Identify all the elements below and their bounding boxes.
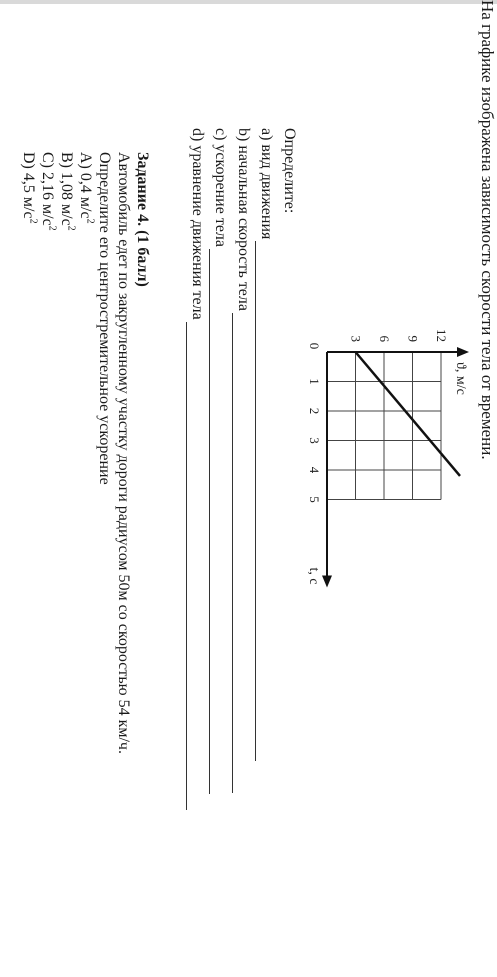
y-axis-arrow-icon — [457, 347, 469, 357]
define-item-b — [232, 128, 255, 810]
define-item-a — [255, 128, 278, 810]
answer-line-a[interactable] — [255, 241, 272, 761]
intro-text: На графике изображена зависимость скорости тела от времени. — [478, 0, 497, 460]
option-a-exponent: 2 — [84, 218, 96, 224]
option-c-exponent: 2 — [46, 225, 58, 231]
x-axis-arrow-icon — [322, 576, 332, 588]
x-tick-label: 4 — [307, 466, 322, 474]
y-axis-title: ϑ, м/с — [453, 362, 468, 395]
task-statement: Автомобиль едет по закругленному участку дороги радиусом 50м со скоростью 54 км/ч. — [115, 152, 132, 754]
define-item-label: а) вид движения — [258, 128, 275, 240]
define-item-label: c) ускорение тела — [212, 128, 229, 247]
answer-line-d[interactable] — [186, 322, 203, 810]
velocity-line — [356, 352, 461, 476]
option-b-text: B) 1,08 м/с — [58, 152, 75, 226]
y-tick-label: 6 — [377, 335, 392, 342]
x-tick-label: 1 — [307, 378, 322, 385]
option-b[interactable] — [57, 152, 76, 754]
origin-label: 0 — [307, 342, 322, 350]
task-heading: Задание 4. (1 балл) — [134, 152, 151, 287]
define-section — [186, 128, 301, 810]
answer-line-c[interactable] — [209, 249, 226, 794]
option-b-exponent: 2 — [65, 225, 77, 231]
option-d-exponent: 2 — [27, 218, 39, 224]
y-tick-label: 9 — [405, 335, 421, 342]
define-item-c — [209, 128, 232, 810]
task-4 — [19, 152, 152, 754]
task-question: Определите его центростремительное ускорение — [96, 152, 113, 485]
define-item-label: d) уравнение движения тела — [189, 128, 206, 320]
option-a-text: A) 0,4 м/с — [77, 152, 94, 219]
option-d[interactable] — [19, 152, 38, 754]
answer-line-b[interactable] — [232, 313, 249, 793]
x-tick-label: 3 — [307, 437, 322, 444]
define-title: Определите: — [281, 128, 298, 214]
option-d-text: D) 4,5 м/с — [20, 152, 37, 219]
x-axis-title: t, с — [306, 567, 321, 585]
y-tick-label: 3 — [348, 335, 364, 342]
option-a[interactable] — [76, 152, 95, 754]
x-tick-label: 5 — [307, 496, 322, 503]
option-c-text: C) 2,16 м/с — [39, 152, 56, 226]
x-tick-label: 2 — [307, 407, 322, 415]
define-item-label: b) начальная скорость тела — [235, 128, 252, 311]
y-tick-label: 12 — [434, 329, 449, 342]
define-item-d — [186, 128, 209, 810]
option-c[interactable] — [38, 152, 57, 754]
